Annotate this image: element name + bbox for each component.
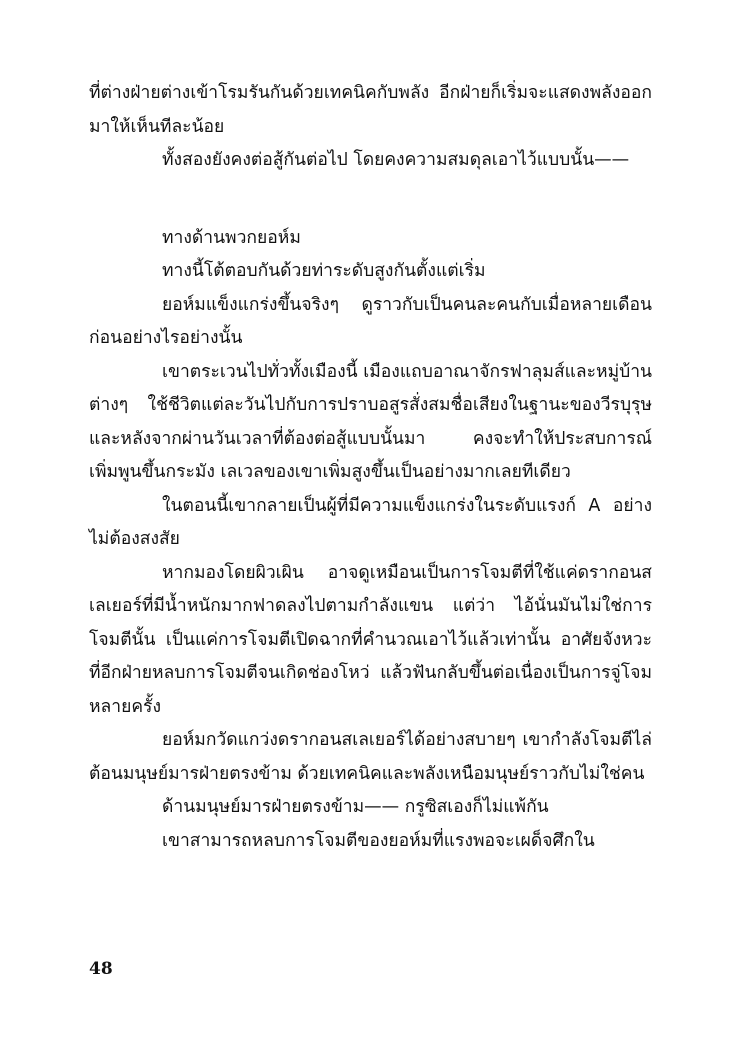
paragraph: ในตอนนี้เขากลายเป็นผู้ที่มีความแข็งแกร่งในระดับแรงก์ A อย่างไม่ต้องสงสัย (89, 495, 652, 549)
paragraph: หากมองโดยผิวเผิน อาจดูเหมือนเป็นการโจมตีที่ใช้แค่ดรากอนสเลเยอร์ที่มีน้ำหนักมากฟาดลงไปตามกำลังแขน แต่ว่า ไอ้นั่นมันไม่ใช่การโจมตีนั้น เป็นแค่การโจมตีเปิดฉากที่คำนวณเอาไว้แล้วเท่านั้น อาศัยจังหวะที่อีกฝ่ายหลบการโจมตีจนเกิดช่องโหว่ แล้วฟันกลับขึ้นต่อเนื่องเป็นการจู่โจมหลายครั้ง (89, 562, 652, 717)
paragraph: ทั้งสองยังคงต่อสู้กันต่อไป โดยคงความสมดุลเอาไว้แบบนั้น—— (162, 150, 630, 170)
paragraph: ด้านมนุษย์มารฝ่ายตรงข้าม—— กรูซิสเองก็ไม่แพ้กัน (162, 797, 549, 817)
paragraph: ยอห์มกวัดแกว่งดรากอนสเลเยอร์ได้อย่างสบายๆ เขากำลังโจมตีไล่ต้อนมนุษย์มารฝ่ายตรงข้าม ด้วยเทคนิคและพลังเหนือมนุษย์ราวกับไม่ใช่คน (89, 730, 652, 784)
paragraph: ยอห์มแข็งแกร่งขึ้นจริงๆ ดูราวกับเป็นคนละคนกับเมื่อหลายเดือนก่อนอย่างไรอย่างนั้น (89, 294, 652, 348)
paragraph: ทางด้านพวกยอห์ม (162, 227, 301, 248)
paragraph: เขาสามารถหลบการโจมตีของยอห์มที่แรงพอจะเผด็จศึกใน (162, 830, 595, 851)
page-number: 48 (89, 959, 113, 979)
paragraph: เขาตระเวนไปทั่วทั้งเมืองนี้ เมืองแถบอาณาจักรฟาลุมส์และหมู่บ้านต่างๆ ใช้ชีวิตแต่ละวันไปกับการปราบอสูรสั่งสมชื่อเสียงในฐานะของวีรบุรุษ และหลังจากผ่านวันเวลาที่ต้องต่อสู้แบบนั้นมา คงจะทำให้ประสบการณ์เพิ่มพูนขึ้นกระมัง เลเวลของเขาเพิ่มสูงขึ้นเป็นอย่างมากเลยทีเดียว (89, 361, 652, 482)
paragraph-continued: ที่ต่างฝ่ายต่างเข้าโรมรันกันด้วยเทคนิคกับพลัง อีกฝ่ายก็เริ่มจะแสดงพลังออกมาให้เห็นทีละน้อย (89, 83, 652, 137)
page-body (89, 77, 652, 858)
scene-break (89, 178, 652, 222)
paragraph: ทางนี้โต้ตอบกันด้วยท่าระดับสูงกันตั้งแต่เริ่ม (162, 261, 486, 281)
